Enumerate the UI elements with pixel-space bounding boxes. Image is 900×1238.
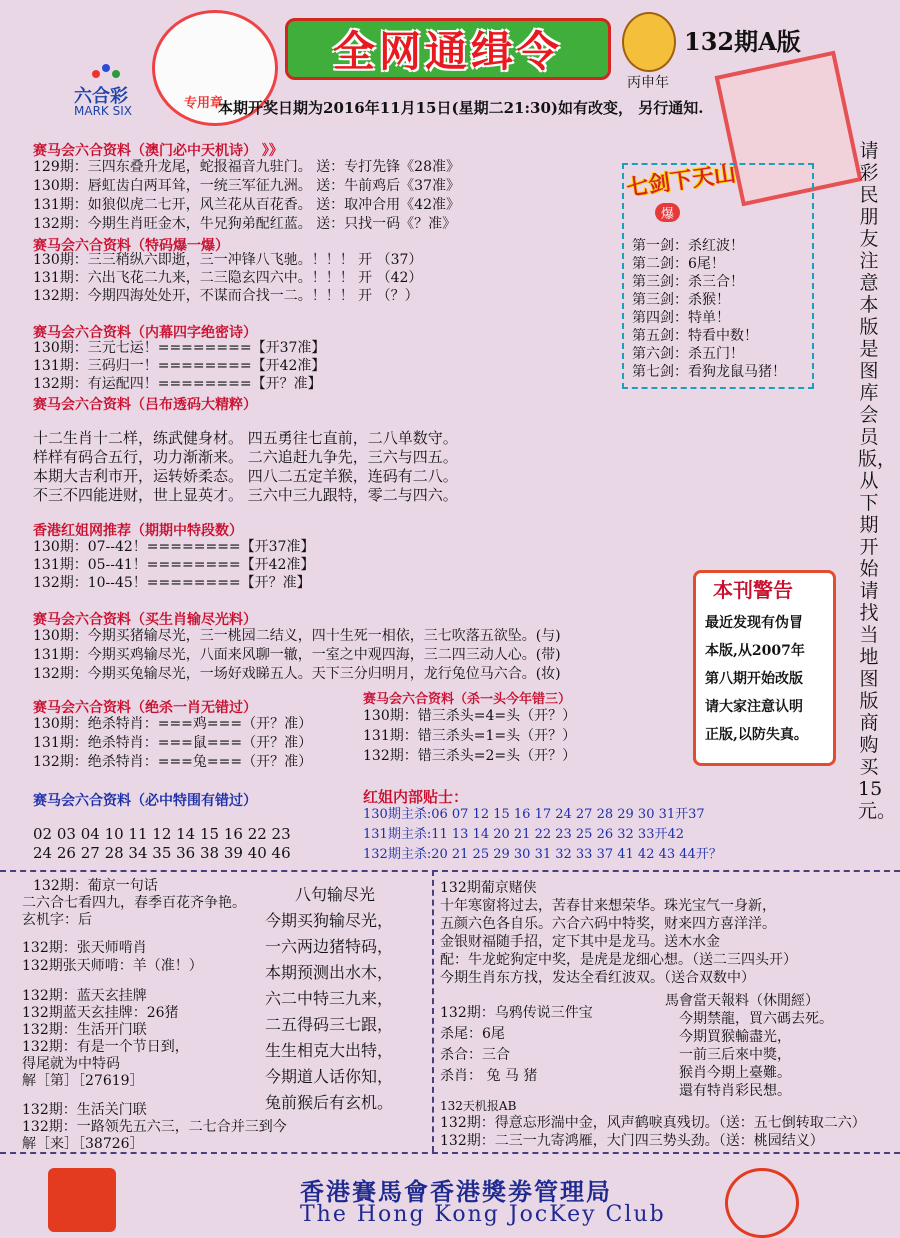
br-line: 今期生肖东方找，发达全看红波双。（送合双数中） <box>440 970 755 986</box>
sec5-line: 132期：10--45！========【开？准】 <box>33 575 311 591</box>
bl-line: 132期张天师啃：羊（准！） <box>22 958 203 974</box>
sec5-line: 131期：05--41！========【开42准】 <box>33 557 315 573</box>
section-title-9: 赛马会六合资料（必中特围有错过） <box>33 793 257 809</box>
bl-line: 二六合七看四九，春季百花齐争艳。 <box>22 895 246 911</box>
bl-line: 132期：蓝天玄挂牌 <box>22 988 147 1004</box>
sec3-line: 131期：三码归一！========【开42准】 <box>33 358 326 374</box>
sec6-line: 131期：今期买鸡输尽光，八面来风聊一辙，一室之中观四海，三二四三动人心。(带) <box>33 647 561 663</box>
vertical-note: 请彩民朋友注意本版是图库会员版，从下期开始请找当地图版商购买15元。 <box>858 140 897 822</box>
column-divider <box>432 870 434 1152</box>
sword-line: 第六剑：杀五门！ <box>632 346 744 362</box>
sec9-line: 24 26 27 28 34 35 36 38 39 40 46 <box>33 844 291 862</box>
section-divider <box>0 870 900 872</box>
sec6-line: 132期：今期买兔输尽光，一场好戏睇五人。天下三分归明月，龙行兔位马六合。(妆) <box>33 666 561 682</box>
warning-line: 正版,以防失真。 <box>705 727 808 743</box>
sec10-line: 132期主杀:20 21 25 29 30 31 32 33 37 41 42 43 44开？ <box>363 847 722 862</box>
sword-line: 第二剑：6尾！ <box>632 256 725 272</box>
sec2-line: 130期：三三稍纵六即逝，三一冲锋八飞驰。！！！ 开 （37） <box>33 252 423 268</box>
bl-line: 132期蓝天玄挂牌：26猪 <box>22 1005 179 1021</box>
lottery-emblem-icon <box>725 1168 799 1238</box>
section-title-1: 赛马会六合资料（澳门必中天机诗） 》》 <box>33 143 283 159</box>
horse-line: 今期買猴輸盡光， <box>679 1029 791 1045</box>
warning-title: 本刊警告 <box>713 578 793 602</box>
footer-title-en: The Hong Kong JocKey Club <box>300 1202 666 1227</box>
monkey-mascot-icon <box>622 12 676 72</box>
warning-line: 第八期开始改版 <box>705 671 803 687</box>
sword-line: 第一剑：杀红波！ <box>632 238 744 254</box>
poem-line: 二五得码三七跟， <box>265 1015 394 1034</box>
stamp-label: 专用章 <box>184 96 224 111</box>
br-line: 配：牛龙蛇狗定中奖，是虎是龙细心想。（送二三四头开） <box>440 952 797 968</box>
sec4-line: 本期大吉利市开，运转娇柔态。 四八二五定羊猴，连码有二八。 <box>33 467 458 485</box>
bl-line: 得尾就为中特码 <box>22 1056 120 1072</box>
poem-line: 生生相克大出特， <box>265 1041 394 1060</box>
sword-line: 第三剑：杀三合！ <box>632 274 744 290</box>
bl-line: 玄机字：后 <box>22 912 92 928</box>
logo-dots-icon <box>92 64 130 84</box>
section-title-6: 赛马会六合资料（买生肖输尽光料） <box>33 612 257 628</box>
br-line: 金银财福随手招，定下其中是龙马。送木水金 <box>440 934 720 950</box>
sec6-line: 130期：今期买猪输尽光，三一桃园二结义，四十生死一相依，三七吹落五欲坠。(与) <box>33 628 561 644</box>
warning-line: 请大家注意认明 <box>705 699 803 715</box>
issue-label: 132期A版 <box>684 27 801 56</box>
section-title-8: 赛马会六合资料（杀一头今年错三） <box>363 692 572 707</box>
bl-line: 解［第］［27619］ <box>22 1073 144 1089</box>
jockey-club-logo-icon <box>48 1168 116 1232</box>
sec1-line: 131期：如狼似虎二七开，风兰花从百花香。 送：取冲合用《42准》 <box>33 197 460 213</box>
burst-badge: 爆 <box>655 203 680 222</box>
section-title-2: 赛马会六合资料（特码爆一爆） <box>33 238 229 254</box>
bl-line: 132期：有是一个节日到， <box>22 1039 189 1055</box>
bl-line: 132期：张天师啃肖 <box>22 940 147 956</box>
sec8-line: 132期：错三杀头=2=头（开？） <box>363 748 577 764</box>
crow-line: 132期：乌鸦传说三件宝 <box>440 1005 593 1021</box>
horse-line: 猴肖今期上臺難。 <box>679 1065 791 1081</box>
sword-line: 第七剑：看狗龙鼠马猪！ <box>632 364 786 380</box>
bl-line: 132期：葡京一句话 <box>33 878 158 894</box>
sec4-line: 十二生肖十二样，练武健身材。 四五勇往七直前，二八单数守。 <box>33 429 458 447</box>
sec2-line: 131期：六出飞花二九来，二三隐玄四六中。！！！ 开 （42） <box>33 270 423 286</box>
sword-line: 第四剑：特单！ <box>632 310 730 326</box>
horse-line: 今期禁龍，買六碼去死。 <box>679 1011 833 1027</box>
horse-line: 還有特肖彩民想。 <box>679 1083 791 1099</box>
sec1-line: 132期：今期生肖旺金木，牛兄狗弟配红蓝。 送：只找一码《？准》 <box>33 216 457 232</box>
footer-title-cn: 香港賽馬會香港獎劵管理局 <box>300 1177 612 1206</box>
crow-line: 杀合：三合 <box>440 1047 510 1063</box>
sec7-line: 132期：绝杀特肖：===兔===（开？准） <box>33 754 313 770</box>
section-title-3: 赛马会六合资料（内幕四字绝密诗） <box>33 325 257 341</box>
sec2-line: 132期：今期四海处处开，不谋而合找一二。！！！ 开 （？） <box>33 288 419 304</box>
sec8-line: 131期：错三杀头=1=头（开？） <box>363 728 577 744</box>
brand-sub: MARK SIX <box>74 104 132 118</box>
bl-line: 解［来］［38726］ <box>22 1136 144 1152</box>
section-title-10: 红姐内部贴士： <box>363 788 469 806</box>
sec3-line: 132期：有运配四！========【开？准】 <box>33 376 322 392</box>
sec4-line: 不三不四能进财，世上显英才。 三六中三九跟特，零二与四六。 <box>33 486 458 504</box>
sec9-line: 02 03 04 10 11 12 14 15 16 22 23 <box>33 825 291 843</box>
horse-line: 一前三后來中獎， <box>679 1047 791 1063</box>
bl-line: 132期：生活开门联 <box>22 1022 147 1038</box>
sec10-line: 130期主杀:06 07 12 15 16 17 24 27 28 29 30 31开37 <box>363 807 705 822</box>
sec4-line: 样样有码合五行，功力渐渐来。 二六追赶九争先，三六与四五。 <box>33 448 458 466</box>
section-title-4: 赛马会六合资料（吕布透码大精粹） <box>33 397 257 413</box>
poem-line: 一六两边猪特码， <box>265 937 394 956</box>
br-line: 十年寒窗将过去，苦春甘来想荣华。珠光宝气一身新， <box>440 898 776 914</box>
tianji-line: 132期：二三一九寄鸿雁，大门四三势头劲。（送：桃园结义） <box>440 1133 824 1149</box>
bl-line: 132期：一路领先五六三，二七合并三到今 <box>22 1119 287 1135</box>
poem-line: 兔前猴后有玄机。 <box>265 1093 394 1112</box>
tianji-line: 132天机报AB <box>440 1099 517 1113</box>
poem-line: 今期道人话你知， <box>265 1067 394 1086</box>
horse-title: 馬會當天報料（休閒經） <box>665 993 819 1009</box>
page-title: 全网通缉令 <box>285 18 611 80</box>
section-title-5: 香港红姐网推荐（期期中特段数） <box>33 523 243 539</box>
crow-line: 杀肖： 兔 马 猪 <box>440 1068 538 1084</box>
sword-line: 第三剑：杀猴！ <box>632 292 730 308</box>
poem-title: 八句输尽光 <box>295 885 376 904</box>
sec10-line: 131期主杀:11 13 14 20 21 22 23 25 26 32 33开42 <box>363 827 685 842</box>
zodiac-year: 丙申年 <box>627 75 669 91</box>
poem-line: 今期买狗输尽光， <box>265 911 394 930</box>
br-line: 五颜六色各自乐。六合六码中特奖，财来四方喜洋洋。 <box>440 916 776 932</box>
sec1-line: 129期：三四东叠升龙尾，蛇报福音九驻门。 送：专打先锋《28准》 <box>33 159 460 175</box>
sec1-line: 130期：唇虹齿白两耳耸，一统三军征九洲。 送：牛前鸡后《37准》 <box>33 178 460 194</box>
bl-line: 132期：生活关门联 <box>22 1102 147 1118</box>
brand-name: 六合彩 <box>74 86 128 107</box>
sword-line: 第五剑：特看中数！ <box>632 328 758 344</box>
warning-line: 最近发现有伪冒 <box>705 615 803 631</box>
crow-line: 杀尾：6尾 <box>440 1026 505 1042</box>
sec5-line: 130期：07--42！========【开37准】 <box>33 539 315 555</box>
seven-swords-title: 七剑下天山 <box>625 161 738 202</box>
tianji-line: 132期：得意忘形湍中金，风声鹤唳真残切。（送：五七倒转取二六） <box>440 1115 866 1131</box>
br-line: 132期葡京赌侠 <box>440 880 537 896</box>
poem-line: 本期预测出水木， <box>265 963 394 982</box>
warning-line: 本版,从2007年 <box>705 643 805 659</box>
sec8-line: 130期：错三杀头=4=头（开？） <box>363 708 577 724</box>
draw-date-notice: 本期开奖日期为2016年11月15日(星期二21:30)如有改变， 另行通知. <box>218 99 704 117</box>
poem-line: 六二中特三九来， <box>265 989 394 1008</box>
sec3-line: 130期：三元七运！========【开37准】 <box>33 340 326 356</box>
sec7-line: 130期：绝杀特肖：===鸡===（开？准） <box>33 716 313 732</box>
sec7-line: 131期：绝杀特肖：===鼠===（开？准） <box>33 735 313 751</box>
section-title-7: 赛马会六合资料（绝杀一肖无错过） <box>33 700 257 716</box>
